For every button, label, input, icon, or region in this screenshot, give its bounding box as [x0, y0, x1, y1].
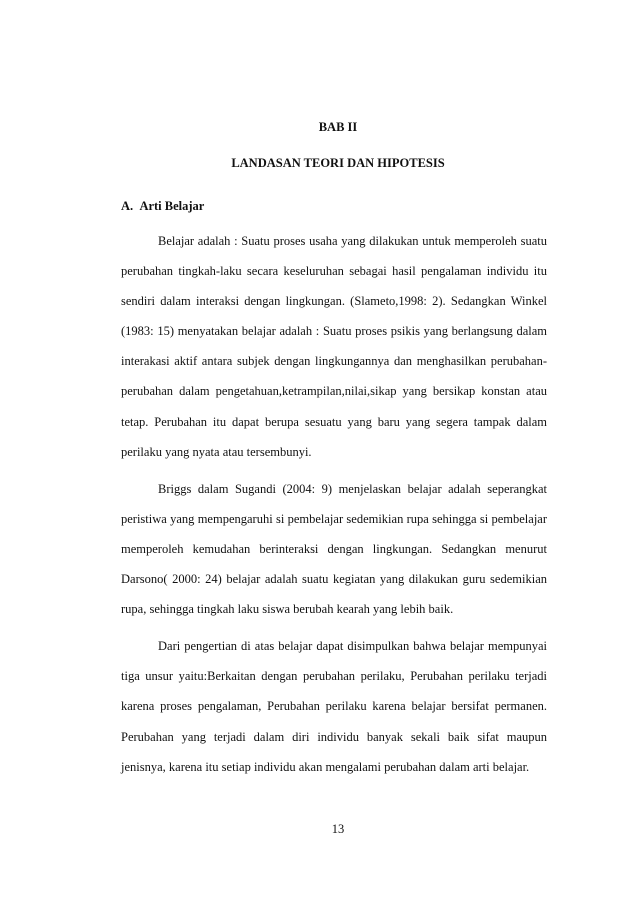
section-title: Arti Belajar	[139, 199, 205, 213]
paragraph: Briggs dalam Sugandi (2004: 9) menjelaskan belajar adalah seperangkat peristiwa yang mempengaruhi si pembelajar sedemikian rupa sehingga si pembelajar memperoleh kemudahan berinteraksi dengan lingkungan. Sedangkan menurut Darsono( 2000: 24) belajar adalah suatu kegiatan yang dilakukan guru sedemikian rupa, sehingga tingkah laku siswa berubah kearah yang lebih baik.	[121, 481, 547, 617]
chapter-title: LANDASAN TEORI DAN HIPOTESIS	[231, 156, 445, 170]
chapter-label: BAB II	[318, 120, 358, 134]
body-text	[121, 226, 547, 782]
page-number: 13	[331, 822, 345, 836]
section-heading	[121, 199, 204, 214]
paragraph: Dari pengertian di atas belajar dapat disimpulkan bahwa belajar mempunyai tiga unsur yaitu:Berkaitan dengan perubahan perilaku, Perubahan perilaku terjadi karena proses pengalaman, Perubahan perilaku karena belajar bersifat permanen. Perubahan yang terjadi dalam diri individu banyak sekali baik sifat maupun jenisnya, karena itu setiap individu akan mengalami perubahan dalam arti belajar.	[121, 639, 547, 774]
paragraph: Belajar adalah : Suatu proses usaha yang dilakukan untuk memperoleh suatu perubahan tingkah-laku secara keseluruhan sebagai hasil pengalaman individu itu sendiri dalam interaksi dengan lingkungan. (Slameto,1998: 2). Sedangkan Winkel (1983: 15) menyatakan belajar adalah : Suatu proses psikis yang berlangsung dalam interakasi aktif antara subjek dengan lingkungannya dan menghasilkan perubahan-perubahan dalam pengetahuan,ketrampilan,nilai,sikap yang bersikap konstan atau tetap. Perubahan itu dapat berupa sesuatu yang baru yang segera tampak dalam perilaku yang nyata atau tersembunyi.	[121, 234, 547, 459]
section-number: A.	[121, 199, 134, 213]
